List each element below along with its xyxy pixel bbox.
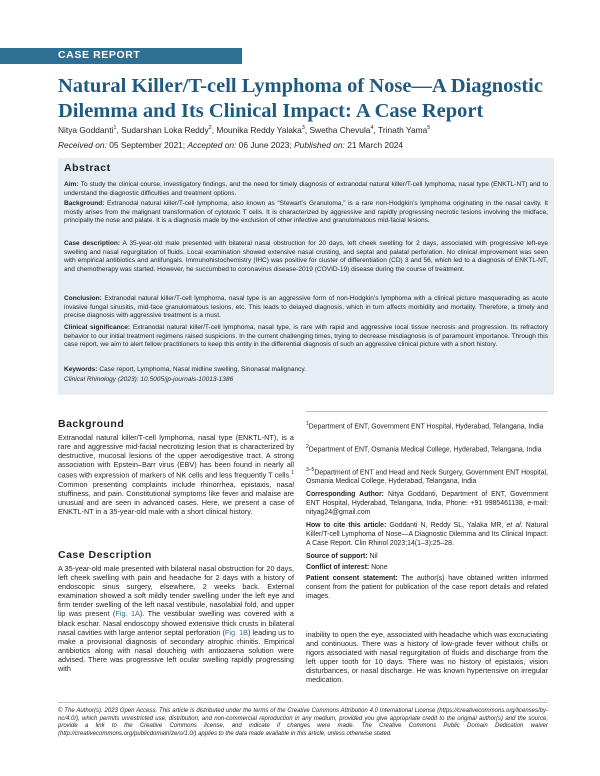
case-continued-paragraph: inability to open the eye, associated with headache which was excruciating and continuous. There was a history of low-grade fever without chills or rigors associated with nasal regurgitation of fluids and discharge from the left upper tooth for 10 days. There was no history of epistaxis, vision disturbances, or nasal discharge. He was known hypertensive on irregular medication. <box>306 630 548 685</box>
corresponding-text: Nitya Goddanti, Department of ENT, Government ENT Hospital, Hyderabad, Telangana, India, Phone: +91 9985461138, e-mail: nityag24@gmail.com <box>306 491 549 516</box>
case-paragraph <box>58 564 294 673</box>
consent-text: The author(s) have obtained written informed consent from the patient for publication of the case report details and related images. <box>306 575 548 600</box>
abstract-heading: Abstract <box>64 162 111 174</box>
affiliation-mark: 1 <box>306 421 309 427</box>
author-affiliation-mark: 3 <box>301 125 305 132</box>
cite-text: Natural Killer/T-cell Lymphoma of Nose—A Diagnostic Dilemma and Its Clinical Impact: A Case Report. Clin Rhinol 2023;14(1–3):25–28. <box>306 522 548 547</box>
case-text: A 35-year-old male presented with bilateral nasal obstruction for 20 days, left cheek swelling for 2 days, associated with progressive left-eye swelling and nasal regurgitation of fluids. Local examination showed extensive nasal crusting, and septal and palatal perforation. No clinical improvement was seen with empirical antibiotics and antifungals. Immunohistochemistry (IHC) was positive for cluster of differentiation (CD) 3 and 56, which led to a diagnosis of ENKTL-NT, and chemotherapy was started. However, he succumbed to coronavirus disease-2019 (COVID-19) disease during the course of treatment. <box>64 240 549 273</box>
conflict-value: None <box>371 564 388 571</box>
affiliation-2 <box>306 443 548 455</box>
received-date: 05 September 2021 <box>109 140 183 150</box>
how-to-cite <box>306 522 548 549</box>
background-paragraph <box>58 433 294 516</box>
background-text-part: Common presenting complaints include rhinorrhea, epistaxis, nasal stuffiness, and pain. Constitutional symptoms like fever and malaise are unusual and are seen in advanced cases. Here, we present a case of ENKTL-NT in a 35-year-old male with a short clinical history. <box>58 479 294 517</box>
conflict-label: Conflict of interest: <box>306 564 370 571</box>
author-name[interactable]: Trinath Yama <box>378 125 428 135</box>
case-text-part: ). The vestibular swelling was covered with a black eschar. Nasal endoscopy showed extensive thick crusts in bilateral nasal cavities with large anterior septal perforation ( <box>58 609 294 637</box>
abstract-keywords <box>64 366 548 375</box>
case-description-heading: Case Description <box>58 549 152 561</box>
license-footer: © The Author(s). 2023 Open Access. This article is distributed under the terms of the Creative Commons Attribution 4.0 International License (https://creativecommons.org/licenses/by-nc/4.0/), which permits unrestricted use, distribution, and non-commercial reproduction in any medium, provided you give appropriate credit to the original author(s) and the source, provide a link to the Creative Commons license, and indicate if changes were made. The Creative Commons Public Domain Dedication waiver (http://creativecommons.org/publicdomain/zero/1.0/) applies to the data made available in this article, unless otherwise stated. <box>58 708 548 738</box>
author-name[interactable]: Swetha Chevula <box>309 125 371 135</box>
journal-citation: Clinical Rhinology (2023): 10.5005/jp-journals-10013-1386 <box>64 376 234 383</box>
article-type-banner <box>0 48 242 64</box>
author-affiliation-mark: 2 <box>208 125 212 132</box>
abstract-aim <box>64 181 548 198</box>
affiliation-3 <box>306 466 548 487</box>
consent-label: Patient consent statement: <box>306 575 398 582</box>
corresponding-label: Corresponding Author: <box>306 491 384 498</box>
abstract-background <box>64 200 548 226</box>
reference-mark[interactable]: 1 <box>291 470 294 477</box>
abstract-significance <box>64 324 548 350</box>
background-text-part: Extranodal natural killer/T-cell lymphoma, nasal type (ENKTL-NT), is a rare and aggressive mid-facial necrotizing lesion that is characterized by destructive, mucosal lesions of the upper aerodigestive tract. A strong association with Epstein–Barr virus (EBV) has been found in nearly all cases with expression of markers of NK cells and less frequently T cells. <box>58 433 294 480</box>
author-name[interactable]: Sudarshan Loka Reddy <box>121 125 209 135</box>
background-text: Extranodal natural killer/T-cell lymphoma, also known as “Stewart’s Granuloma,” is a rare non-Hodgkin’s lymphoma originating in the nasal cavity. It mostly arises from the malignant transformation of cytotoxic T cells. It is characterized by aggressive and rapidly progressing necrotic lesions involving the midface, principally the nose and palate. It is a diagnosis made by the exclusion of other infective and granulomatous mid-facial lesions. <box>64 200 548 224</box>
keywords-label: Keywords: <box>64 366 98 373</box>
corresponding-author <box>306 491 548 518</box>
case-text-part: A 35-year-old male presented with bilateral nasal obstruction for 20 days, left cheek swelling with pain and headache for 2 days with a history of endoscopic sinus surgery, elsewhere, 2 weeks back. External examination showed a soft mildly tender swelling under the left eye and firm tender swelling of the left nasal vestibule, nasolabial fold, and upper lip was present ( <box>58 564 294 619</box>
support-label: Source of support: <box>306 553 368 560</box>
consent-statement <box>306 575 548 602</box>
background-label: Background: <box>64 200 105 207</box>
significance-text: Extranodal natural killer/T-cell lymphoma, nasal type, is rare with rapid and aggressive local tissue necrosis and progression. Its refractory behavior to our initial treatment regimens raised suspicions. In the current challenging times, trying to decrease misdiagnosis is of paramount importance. Through this case report, we aim to alert fellow practitioners to keep this entity in the differential diagnosis of such an aggressive clinical picture with a short history. <box>64 324 548 348</box>
background-heading: Background <box>58 418 125 430</box>
author-name[interactable]: Nitya Goddanti <box>58 125 114 135</box>
author-affiliation-mark: 5 <box>427 125 431 132</box>
author-name[interactable]: Mounika Reddy Yalaka <box>216 125 302 135</box>
conclusion-label: Conclusion: <box>64 295 102 302</box>
publication-dates: Received on: 05 September 2021; Accepted on: 06 June 2023; Published on: 21 March 2024 <box>58 140 404 150</box>
abstract-case <box>64 240 548 274</box>
article-title: Natural Killer/T-cell Lymphoma of Nose—A Diagnostic Dilemma and Its Clinical Impact: A Case Report <box>58 75 543 122</box>
author-affiliation-mark: 1 <box>113 125 117 132</box>
cite-label: How to cite this article: <box>306 522 387 529</box>
case-text-part: ) leading us to make a provisional diagnosis of secondary atrophic rhinitis. Empirical antibiotics along with nasal douching with antiozaena solution were advised. There was progressive left ocular swelling rapidly progressing with <box>58 627 294 674</box>
accepted-label: Accepted on: <box>187 140 237 150</box>
published-label: Published on: <box>294 140 345 150</box>
affiliation-text: Department of ENT, Osmania Medical College, Hyderabad, Telangana, India <box>308 446 542 454</box>
aim-text: To study the clinical course, investigatory findings, and the need for timely diagnosis of extranodal natural killer/T-cell lymphoma, nasal type (ENKTL-NT) and to understand the diagnostic difficulties and treatment options. <box>64 181 549 197</box>
author-list: Nitya Goddanti$^1$, Sudarshan Loka Reddy$^2$, Mounika Reddy Yalaka$^3$, Swetha Chevula$^4$, Trinath Yama$^5$ <box>58 125 431 135</box>
footer-divider <box>58 702 548 703</box>
keywords-text: Case report, Lymphoma, Nasal midline swelling, Sinonasal malignancy. <box>99 366 306 373</box>
published-date: 21 March 2024 <box>347 140 404 150</box>
affiliation-1 <box>306 420 548 432</box>
abstract-box <box>58 158 554 395</box>
figure-link[interactable]: Fig. 1A <box>115 609 140 619</box>
source-of-support <box>306 553 548 562</box>
aim-label: Aim: <box>64 181 79 188</box>
affiliation-text: Department of ENT, Government ENT Hospital, Hyderabad, Telangana, India <box>308 423 544 431</box>
author-affiliation-mark: 4 <box>370 125 374 132</box>
figure-link[interactable]: Fig. 1B <box>224 627 249 637</box>
affiliation-text: Department of ENT and Head and Neck Surgery, Government ENT Hospital, Osmania Medical College, Hyderabad, Telangana, India <box>306 469 548 486</box>
affiliation-mark: 2 <box>306 444 309 450</box>
significance-label: Clinical significance: <box>64 324 131 331</box>
support-value: Nil <box>369 553 378 560</box>
case-label: Case description: <box>64 240 120 247</box>
cite-etal: et al. <box>506 522 523 529</box>
conclusion-text: Extranodal natural killer/T-cell lymphoma, nasal type is an aggressive form of non-Hodgkin’s lymphoma with a clinical picture masquerading as acute invasive fungal sinusitis, mid-face granulomatous lesions, etc. This leads to delayed diagnosis, which in turn affects morbidity and mortality. Therefore, a timely and precise diagnosis with aggressive treatment is a must. <box>64 295 548 319</box>
article-type-label: CASE REPORT <box>58 49 141 61</box>
affiliation-divider <box>306 411 548 412</box>
abstract-conclusion <box>64 295 548 321</box>
cite-text: Goddanti N, Reddy SL, Yalaka MR, <box>389 522 507 529</box>
conflict-of-interest <box>306 564 548 573</box>
accepted-date: 06 June 2023 <box>238 140 290 150</box>
affiliation-mark: 3–5 <box>306 467 315 473</box>
received-label: Received on: <box>58 140 107 150</box>
